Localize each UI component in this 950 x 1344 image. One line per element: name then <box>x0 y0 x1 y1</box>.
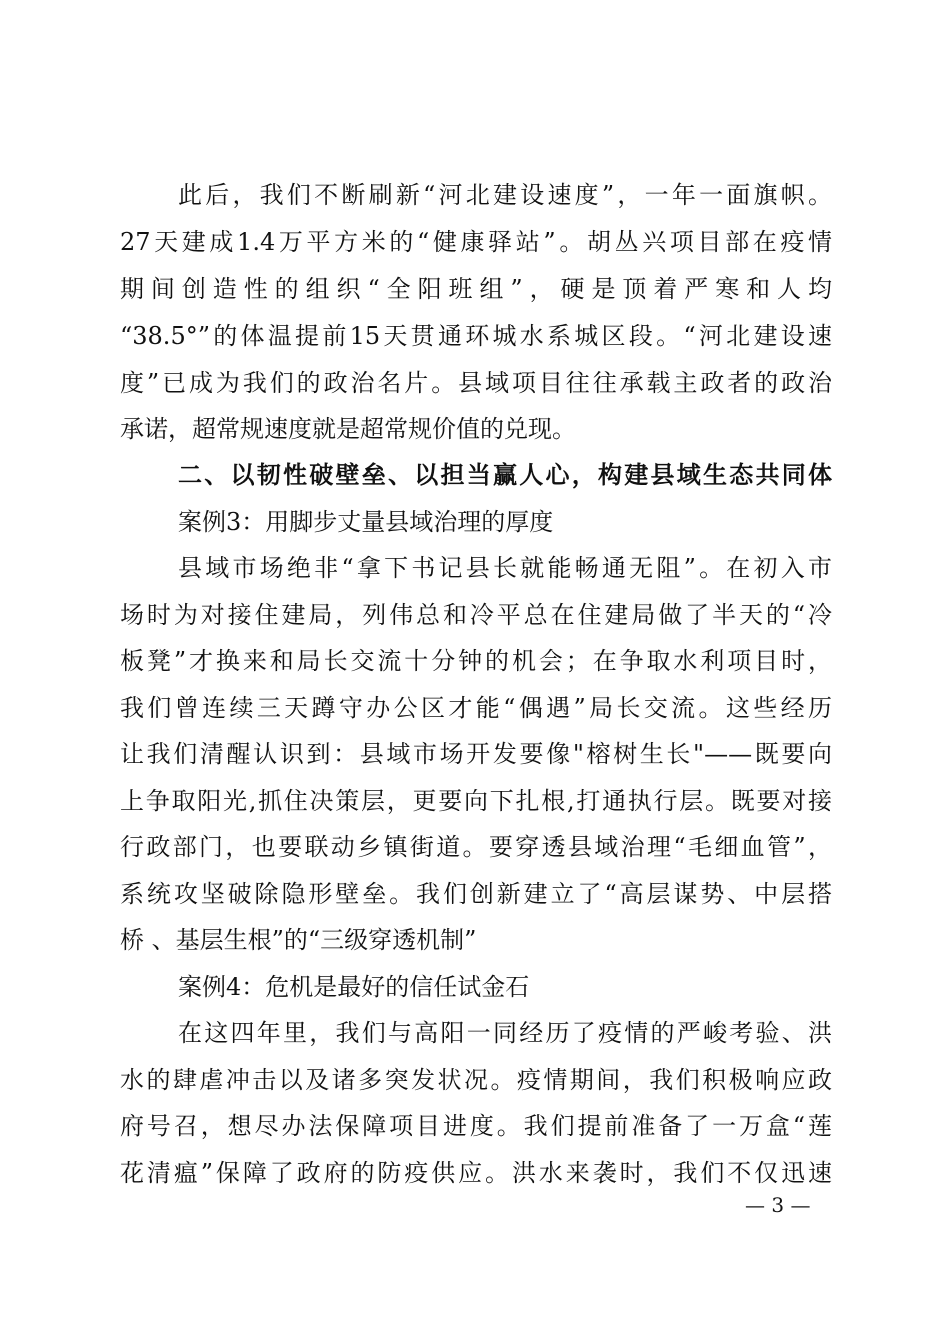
paragraph-line: 承诺，超常规速度就是超常规价值的兑现。 <box>120 415 576 443</box>
paragraph-line: 上争取阳光,抓住决策层，更要向下扎根,打通执行层。既要对接 <box>120 787 832 815</box>
case-title: 案例3：用脚步丈量县域治理的厚度 <box>178 508 554 536</box>
paragraph-line: 桥 、基层生根”的“三级穿透机制” <box>120 926 477 954</box>
case-title: 案例4：危机是最好的信任试金石 <box>178 973 530 1001</box>
paragraph-line: 让我们清醒认识到：县域市场开发要像"榕树生长"——既要向 <box>120 740 832 768</box>
paragraph-line: 在这四年里，我们与高阳一同经历了疫情的严峻考验、洪 <box>178 1019 832 1047</box>
section-heading: 二、以韧性破壁垒、以担当赢人心，构建县域生态共同体 <box>178 461 832 489</box>
paragraph-line: 行政部门，也要联动乡镇街道。要穿透县域治理“毛细血管”， <box>120 833 832 861</box>
paragraph-line: “38.5°”的体温提前15天贯通环城水系城区段。“河北建设速 <box>120 322 832 350</box>
paragraph-line: 度”已成为我们的政治名片。县域项目往往承载主政者的政治 <box>120 369 832 397</box>
paragraph-line: 板凳”才换来和局长交流十分钟的机会；在争取水利项目时， <box>120 647 832 675</box>
paragraph-line: 县域市场绝非“拿下书记县长就能畅通无阻”。在初入市 <box>178 554 832 582</box>
paragraph-line: 水的肆虐冲击以及诸多突发状况。疫情期间，我们积极响应政 <box>120 1066 832 1094</box>
paragraph-line: 此后，我们不断刷新“河北建设速度”，一年一面旗帜。 <box>178 181 832 209</box>
paragraph-line: 期间创造性的组织“全阳班组”，硬是顶着严寒和人均 <box>120 275 832 303</box>
paragraph-line: 花清瘟”保障了政府的防疫供应。洪水来袭时，我们不仅迅速 <box>120 1159 832 1187</box>
paragraph-line: 我们曾连续三天蹲守办公区才能“偶遇”局长交流。这些经历 <box>120 694 832 722</box>
paragraph-line: 系统攻坚破除隐形壁垒。我们创新建立了“高层谋势、中层搭 <box>120 880 832 908</box>
paragraph-line: 府号召，想尽办法保障项目进度。我们提前准备了一万盒“莲 <box>120 1112 832 1140</box>
paragraph-line: 场时为对接住建局，列伟总和冷平总在住建局做了半天的“冷 <box>120 601 832 629</box>
paragraph-line: 27天建成1.4万平方米的“健康驿站”。胡丛兴项目部在疫情 <box>120 228 832 256</box>
page-number: — 3 — <box>745 1193 811 1217</box>
